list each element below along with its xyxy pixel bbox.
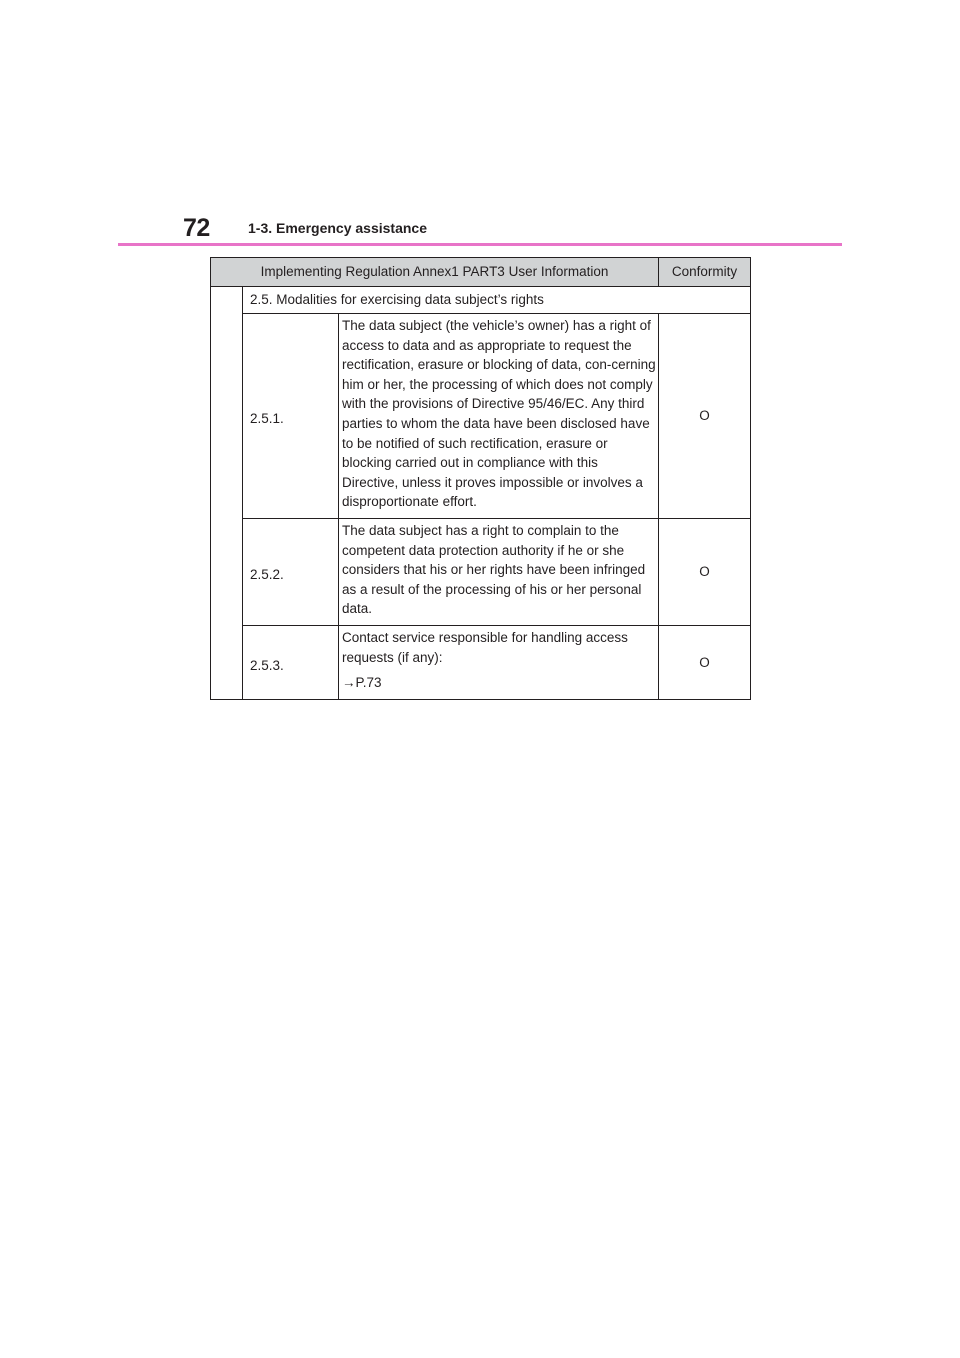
table-row bbox=[211, 314, 751, 519]
section-title: 1-3. Emergency assistance bbox=[248, 220, 427, 236]
item-code: 2.5.3. bbox=[243, 625, 339, 699]
item-description: The data subject (the vehicle’s owner) has a right of access to data and as appropriate to request the rectification, erasure or blocking of data, con-cerning him or her, the processing of which does not comply with the provisions of Directive 95/46/EC. Any third parties to whom the data have been disclosed have to be notified of such rectification, erasure or blocking carried out in compliance with this Directive, unless it proves impossible or involves a disproportionate effort. bbox=[339, 314, 659, 519]
subsection-row bbox=[211, 287, 751, 314]
table-row bbox=[211, 625, 751, 699]
item-code: 2.5.1. bbox=[243, 314, 339, 519]
item-description: The data subject has a right to complain to the competent data protection authority if he or she considers that his or her rights have been infringed as a result of the processing of his or her personal data. bbox=[339, 518, 659, 625]
item-description-cell bbox=[339, 625, 659, 699]
column-header-main: Implementing Regulation Annex1 PART3 User Information bbox=[211, 258, 659, 287]
item-conformity: O bbox=[659, 625, 751, 699]
item-conformity: O bbox=[659, 314, 751, 519]
column-header-conformity: Conformity bbox=[659, 258, 751, 287]
header-divider bbox=[118, 243, 842, 246]
page-reference-link[interactable]: →P.73 bbox=[342, 675, 382, 691]
user-information-table bbox=[210, 257, 751, 700]
item-conformity: O bbox=[659, 518, 751, 625]
table-header-row bbox=[211, 258, 751, 287]
item-code: 2.5.2. bbox=[243, 518, 339, 625]
item-description: Contact service responsible for handling access requests (if any): bbox=[342, 629, 628, 665]
indent-cell bbox=[211, 287, 243, 700]
subsection-title: 2.5. Modalities for exercising data subject’s rights bbox=[243, 287, 751, 314]
table-row bbox=[211, 518, 751, 625]
page-number: 72 bbox=[183, 214, 210, 242]
